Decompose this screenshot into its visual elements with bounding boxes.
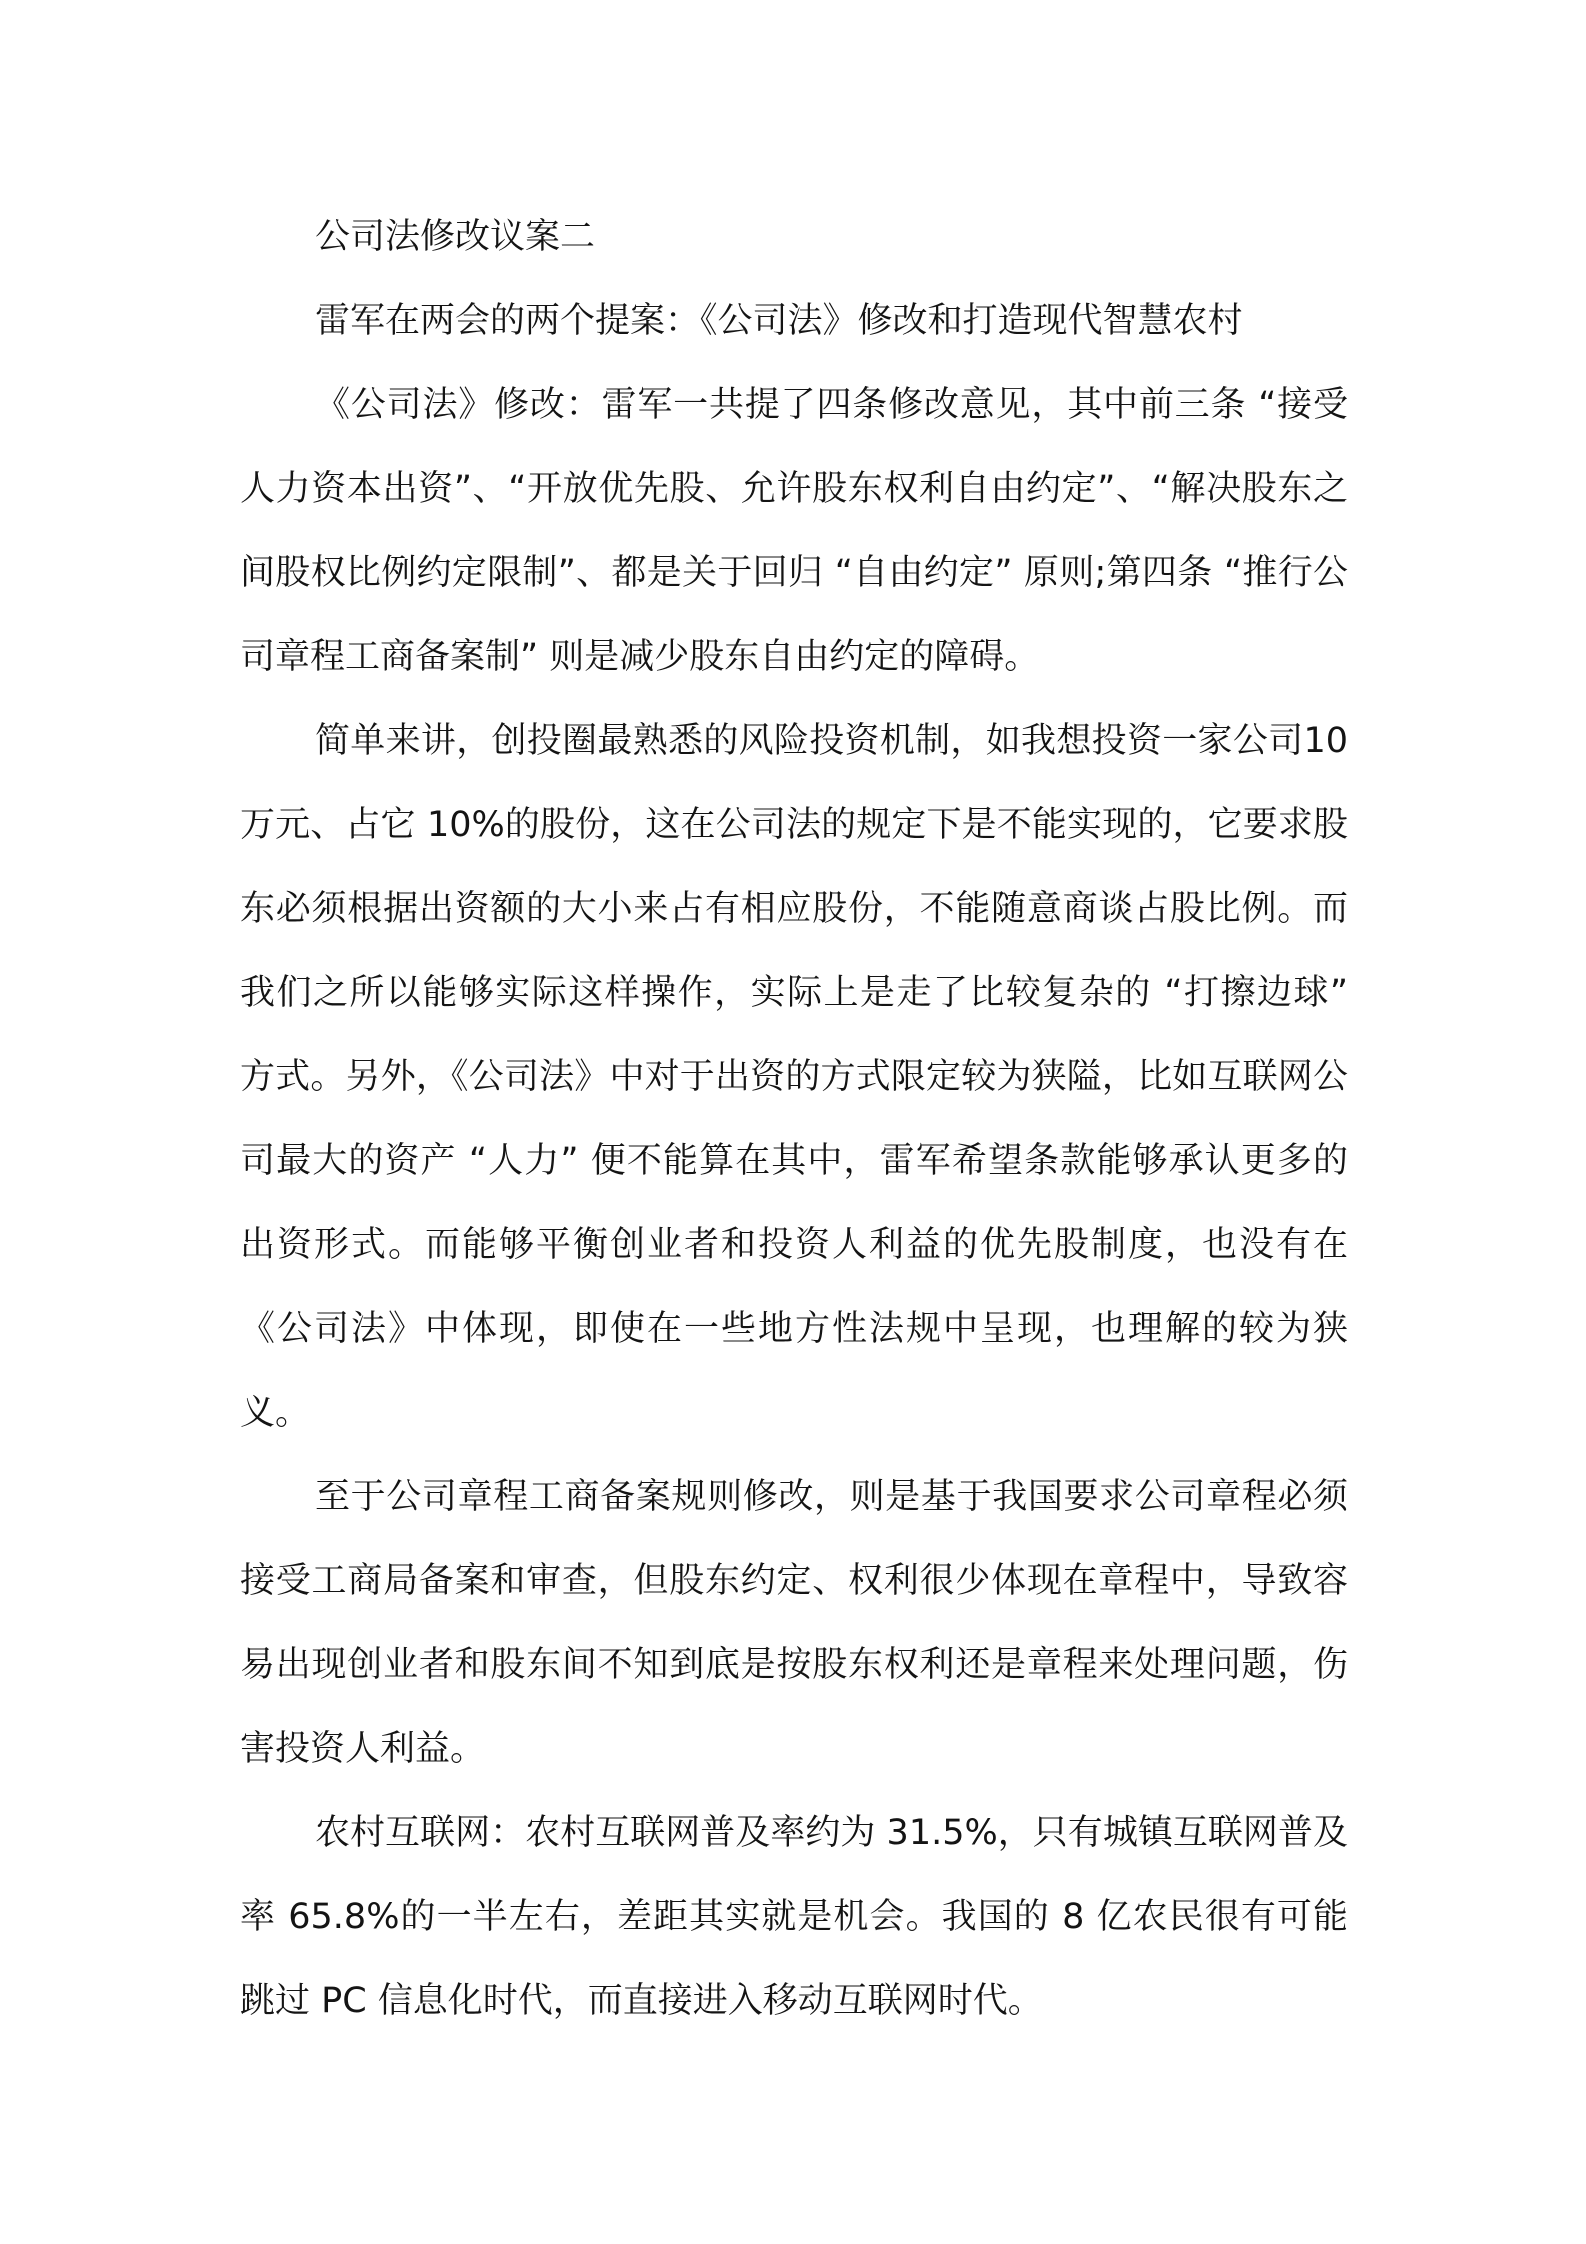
paragraph-company-law-amendment: 《公司法》修改：雷军一共提了四条修改意见，其中前三条 “接受人力资本出资”、“开放优先股、允许股东权利自由约定”、“解决股东之间股权比例约定限制”、都是关于回归 “自由约定” 原则;第四条 “推行公司章程工商备案制” 则是减少股东自由约定的障碍。 <box>240 385 1348 677</box>
paragraph-rural-internet: 农村互联网：农村互联网普及率约为 31.5%，只有城镇互联网普及率 65.8%的一半左右，差距其实就是机会。我国的 8 亿农民很有可能跳过 PC 信息化时代，而直接进入移动互联网时代。 <box>240 1813 1348 2021</box>
paragraph-articles-filing: 至于公司章程工商备案规则修改，则是基于我国要求公司章程必须接受工商局备案和审查，但股东约定、权利很少体现在章程中，导致容易出现创业者和股东间不知到底是按股东权利还是章程来处理问题，伤害投资人利益。 <box>240 1477 1348 1769</box>
document-title: 公司法修改议案二 <box>315 217 596 257</box>
document-body <box>240 195 1348 2043</box>
paragraph-proposals-intro: 雷军在两会的两个提案：《公司法》修改和打造现代智慧农村 <box>315 301 1243 341</box>
paragraph-venture-investment: 简单来讲，创投圈最熟悉的风险投资机制，如我想投资一家公司10 万元、占它 10%的股份，这在公司法的规定下是不能实现的，它要求股东必须根据出资额的大小来占有相应股份，不能随意商谈占股比例。而我们之所以能够实际这样操作，实际上是走了比较复杂的 “打擦边球” 方式。另外，《公司法》中对于出资的方式限定较为狭隘，比如互联网公司最大的资产 “人力” 便不能算在其中，雷军希望条款能够承认更多的出资形式。而能够平衡创业者和投资人利益的优先股制度，也没有在《公司法》中体现，即使在一些地方性法规中呈现，也理解的较为狭义。 <box>240 721 1348 1433</box>
